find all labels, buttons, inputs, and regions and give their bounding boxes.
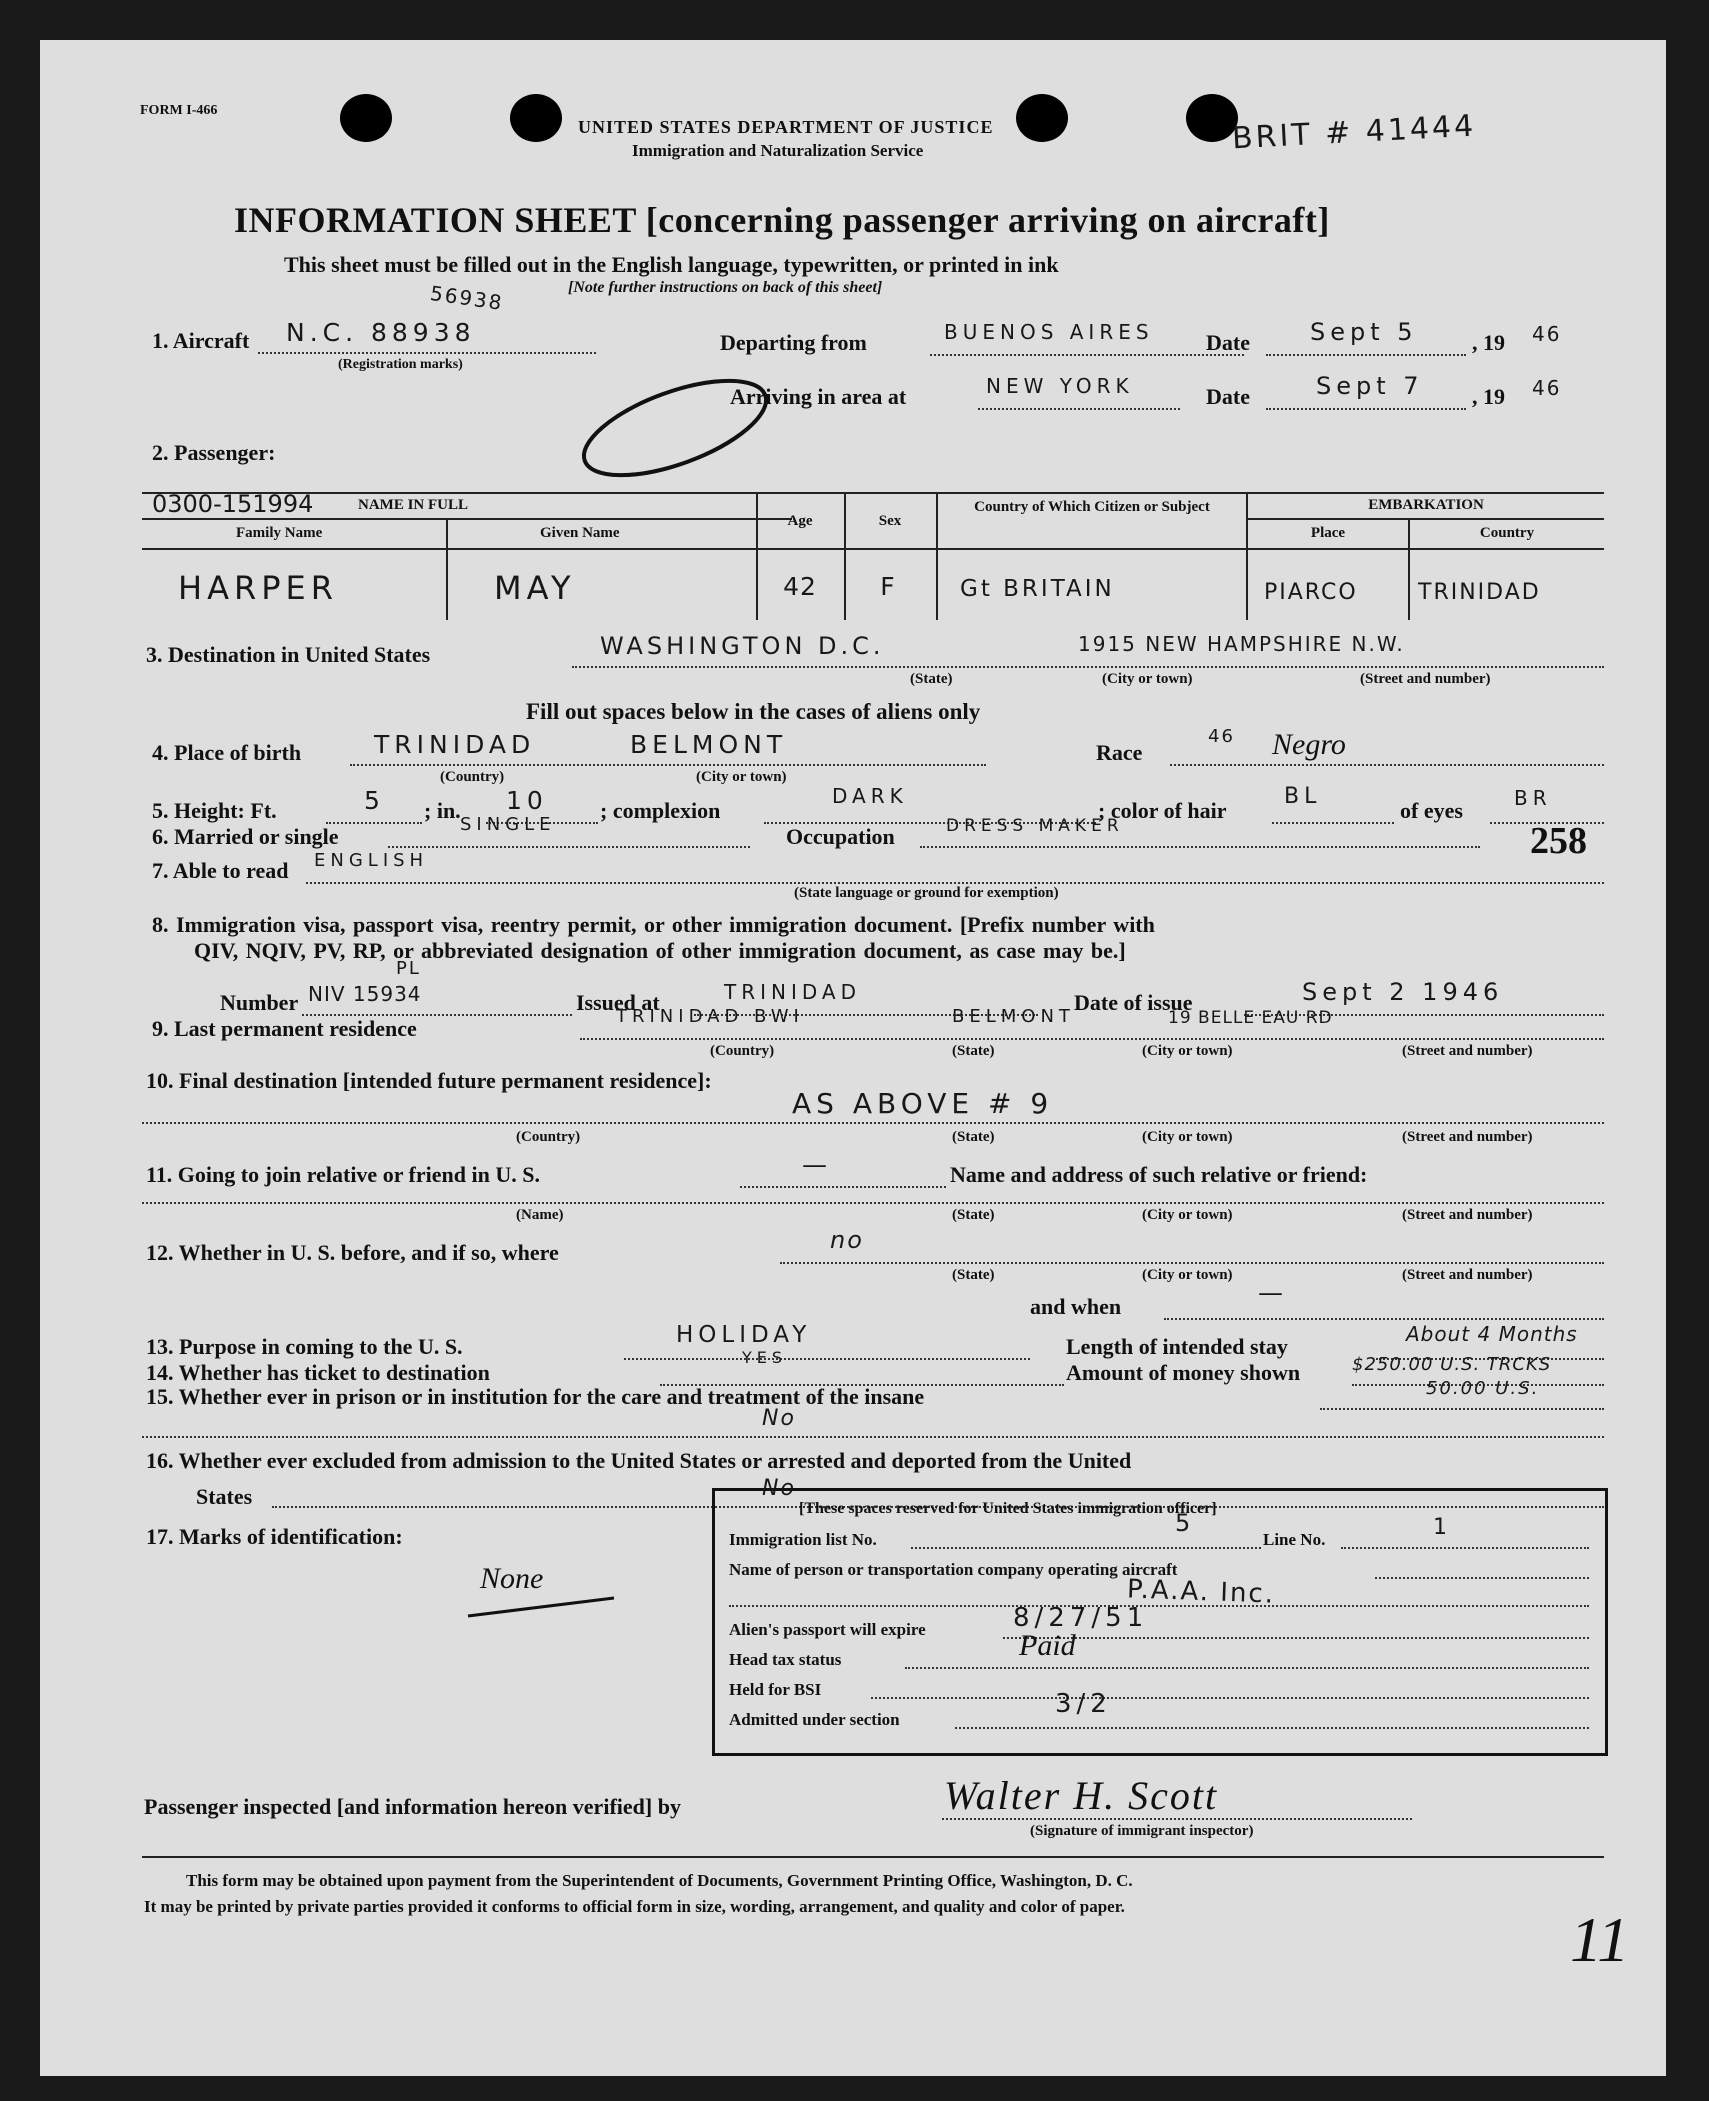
citizen-value: Gt BRITAIN: [960, 576, 1115, 602]
final-country-caption: (Country): [516, 1129, 581, 1145]
residence-country-caption: (Country): [710, 1043, 775, 1059]
relative-city-caption: (City or town): [1142, 1207, 1233, 1223]
departing-date: Sept 5: [1310, 318, 1418, 346]
signature-caption: (Signature of immigrant inspector): [1030, 1823, 1254, 1839]
departing-date-label: Date: [1206, 330, 1250, 355]
occupation-label: Occupation: [786, 824, 895, 849]
birthplace-label: 4. Place of birth: [152, 740, 302, 765]
join-relative-value: —: [802, 1150, 832, 1179]
file-number: 0300-151994: [152, 490, 314, 518]
family-name-header: Family Name: [236, 525, 323, 541]
height-label: 5. Height: Ft.: [152, 798, 277, 823]
arriving-value: NEW YORK: [986, 374, 1134, 398]
prison-value: No: [762, 1406, 796, 1431]
sex-header: Sex: [878, 513, 902, 529]
ticket-label: 14. Whether has ticket to destination: [146, 1360, 490, 1385]
embarkation-header: EMBARKATION: [1368, 497, 1484, 513]
relative-name-label: Name and address of such relative or friend:: [950, 1162, 1368, 1187]
final-destination-label: 10. Final destination [intended future permanent residence]:: [146, 1068, 712, 1093]
document-line-2: QIV, NQIV, PV, RP, or abbreviated designation of other immigration document, as case may be.]: [194, 938, 1126, 963]
handwritten-oval: [570, 364, 780, 494]
service-name: Immigration and Naturalization Service: [632, 141, 924, 160]
relative-name-caption: (Name): [516, 1207, 564, 1223]
destination-street-value: 1915 NEW HAMPSHIRE N.W.: [1078, 632, 1405, 656]
passport-label: Alien's passport will expire: [729, 1620, 926, 1639]
residence-country-value: TRINIDAD BWI: [616, 1006, 804, 1027]
citizen-header: Country of Which Citizen or Subject: [974, 499, 1210, 515]
passport-value: 8/27/51: [1013, 1603, 1149, 1633]
bsi-label: Held for BSI: [729, 1680, 822, 1699]
marital-value: SINGLE: [460, 814, 556, 835]
passenger-label: 2. Passenger:: [152, 440, 276, 465]
company-label: Name of person or transportation company operating aircraft: [729, 1560, 1178, 1579]
ticket-value: YES: [742, 1348, 788, 1367]
residence-city-value: BELMONT: [952, 1006, 1075, 1027]
money-value: $250.00 U.S. TRCKS: [1352, 1354, 1552, 1375]
tax-value: Paid: [1019, 1629, 1076, 1662]
previous-visit-label: 12. Whether in U. S. before, and if so, where: [146, 1240, 559, 1265]
list-value: 5: [1175, 1509, 1196, 1537]
line-value: 1: [1433, 1515, 1452, 1540]
punch-hole: [340, 94, 392, 142]
officer-box-title: [These spaces reserved for United States immigration officer]: [799, 1500, 1217, 1517]
purpose-value: HOLIDAY: [676, 1322, 812, 1348]
margin-mark: 11: [1570, 1904, 1630, 1975]
previous-state-caption: (State): [952, 1267, 995, 1283]
race-value: Negro: [1272, 728, 1346, 761]
hair-label: ; color of hair: [1098, 798, 1227, 823]
previous-street-caption: (Street and number): [1402, 1267, 1533, 1283]
race-label: Race: [1096, 740, 1143, 765]
place-header: Place: [1310, 525, 1346, 541]
inspection-label: Passenger inspected [and information hereon verified] by: [144, 1794, 681, 1819]
issued-value: TRINIDAD: [724, 980, 862, 1004]
eyes-label: of eyes: [1400, 798, 1463, 823]
join-relative-label: 11. Going to join relative or friend in U. S.: [146, 1162, 540, 1187]
sex-value: F: [880, 572, 900, 601]
race-note: 46: [1208, 726, 1235, 747]
given-name-value: MAY: [494, 569, 576, 607]
department-name: UNITED STATES DEPARTMENT OF JUSTICE: [578, 117, 994, 137]
issue-date-value: Sept 2 1946: [1302, 978, 1504, 1006]
destination-street-caption: (Street and number): [1360, 671, 1491, 687]
family-name-value: HARPER: [178, 569, 338, 607]
footer-line-1: This form may be obtained upon payment from the Superintendent of Documents, Government Printing Office, Washington, D. C.: [186, 1871, 1133, 1890]
list-label: Immigration list No.: [729, 1530, 877, 1549]
final-state-caption: (State): [952, 1129, 995, 1145]
read-caption: (State language or ground for exemption): [794, 885, 1059, 901]
punch-hole: [510, 94, 562, 142]
arriving-label: Arriving in area at: [730, 384, 907, 409]
eyes-value: BR: [1514, 786, 1552, 810]
relative-state-caption: (State): [952, 1207, 995, 1223]
tax-label: Head tax status: [729, 1650, 842, 1669]
birth-city-value: BELMONT: [630, 730, 788, 759]
inspector-signature: Walter H. Scott: [944, 1773, 1219, 1818]
identification-value: None: [480, 1562, 544, 1595]
final-city-caption: (City or town): [1142, 1129, 1233, 1145]
destination-state-caption: (State): [910, 671, 953, 687]
line-label: Line No.: [1263, 1530, 1326, 1549]
form-sheet: [40, 40, 1666, 2076]
money-value-2: 50.00 U.S.: [1426, 1378, 1540, 1399]
excluded-line-2: States: [196, 1484, 253, 1509]
year-prefix: , 19: [1472, 330, 1505, 355]
footer-line-2: It may be printed by private parties provided it conforms to official form in size, wording, arrangement, and quality and color of paper.: [144, 1897, 1125, 1916]
money-label: Amount of money shown: [1066, 1360, 1301, 1385]
prison-label: 15. Whether ever in prison or in institution for the care and treatment of the insane: [146, 1384, 925, 1409]
aircraft-overwrite: 56938: [428, 280, 505, 316]
document-line-1: 8. Immigration visa, passport visa, reentry permit, or other immigration document. [Prefix number with: [152, 912, 1155, 937]
arriving-date-label: Date: [1206, 384, 1250, 409]
previous-visit-value: no: [830, 1226, 864, 1254]
departing-value: BUENOS AIRES: [944, 320, 1154, 344]
residence-label: 9. Last permanent residence: [152, 1016, 417, 1041]
height-feet: 5: [364, 786, 385, 815]
handwritten-reference: BRIT # 41444: [1231, 108, 1477, 157]
aircraft-label: 1. Aircraft: [152, 328, 250, 353]
registration-caption: (Registration marks): [338, 357, 463, 372]
name-in-full-header: NAME IN FULL: [358, 497, 469, 513]
residence-street-caption: (Street and number): [1402, 1043, 1533, 1059]
arriving-year: 46: [1532, 376, 1562, 400]
year-prefix-2: , 19: [1472, 384, 1505, 409]
aliens-heading: Fill out spaces below in the cases of aliens only: [526, 699, 981, 724]
birth-city-caption: (City or town): [696, 769, 787, 785]
issue-date-label: Date of issue: [1074, 990, 1193, 1015]
document-number-mark: PL: [396, 958, 421, 979]
stay-value: About 4 Months: [1406, 1322, 1578, 1346]
country-value: TRINIDAD: [1418, 580, 1541, 605]
page-stamp: 258: [1530, 820, 1587, 862]
complexion-value: DARK: [832, 784, 908, 808]
form-title: INFORMATION SHEET [concerning passenger arriving on aircraft]: [234, 200, 1330, 240]
destination-label: 3. Destination in United States: [146, 642, 431, 667]
departing-year: 46: [1532, 322, 1562, 346]
punch-hole: [1186, 94, 1238, 142]
birth-country-caption: (Country): [440, 769, 505, 785]
height-inches: 10: [506, 786, 548, 815]
given-name-header: Given Name: [540, 525, 620, 541]
company-value: P.A.A. Inc.: [1126, 1574, 1276, 1610]
form-number: FORM I-466: [140, 103, 218, 118]
country-header: Country: [1479, 525, 1535, 541]
age-header: Age: [787, 513, 813, 529]
final-destination-value: AS ABOVE # 9: [792, 1087, 1054, 1120]
handwritten-underline: [464, 1592, 624, 1622]
aircraft-value: N.C. 88938: [286, 318, 476, 347]
age-value: 42: [783, 572, 817, 601]
section-label: Admitted under section: [729, 1710, 900, 1729]
when-value: —: [1258, 1278, 1288, 1307]
residence-city-caption: (City or town): [1142, 1043, 1233, 1059]
marital-label: 6. Married or single: [152, 824, 339, 849]
form-instruction: This sheet must be filled out in the English language, typewritten, or printed in ink: [284, 252, 1059, 277]
officer-box: [712, 1488, 1608, 1756]
occupation-value: DRESS MAKER: [946, 816, 1124, 836]
purpose-label: 13. Purpose in coming to the U. S.: [146, 1334, 463, 1359]
inches-label: ; in.: [424, 798, 461, 823]
instruction-note: [Note further instructions on back of this sheet]: [568, 279, 883, 296]
arriving-date: Sept 7: [1316, 372, 1424, 400]
number-label: Number: [220, 990, 299, 1015]
read-value: ENGLISH: [314, 850, 429, 871]
final-street-caption: (Street and number): [1402, 1129, 1533, 1145]
departing-label: Departing from: [720, 330, 867, 355]
document-number: NIV 15934: [308, 982, 422, 1006]
punch-hole: [1016, 94, 1068, 142]
issued-label: Issued at: [576, 990, 660, 1015]
section-value: 3/2: [1055, 1689, 1112, 1719]
residence-street-value: 19 BELLE EAU RD: [1168, 1008, 1333, 1028]
place-value: PIARCO: [1264, 580, 1358, 605]
destination-state-value: WASHINGTON D.C.: [600, 632, 885, 660]
read-label: 7. Able to read: [152, 858, 289, 883]
complexion-label: ; complexion: [600, 798, 721, 823]
birth-country-value: TRINIDAD: [374, 730, 536, 759]
excluded-value: No: [762, 1476, 796, 1501]
destination-city-caption: (City or town): [1102, 671, 1193, 687]
relative-street-caption: (Street and number): [1402, 1207, 1533, 1223]
stay-label: Length of intended stay: [1066, 1334, 1288, 1359]
identification-label: 17. Marks of identification:: [146, 1524, 403, 1549]
excluded-line-1: 16. Whether ever excluded from admission to the United States or arrested and deported from the United: [146, 1448, 1132, 1473]
when-label: and when: [1030, 1294, 1122, 1319]
residence-state-caption: (State): [952, 1043, 995, 1059]
previous-city-caption: (City or town): [1142, 1267, 1233, 1283]
hair-value: BL: [1284, 784, 1322, 809]
